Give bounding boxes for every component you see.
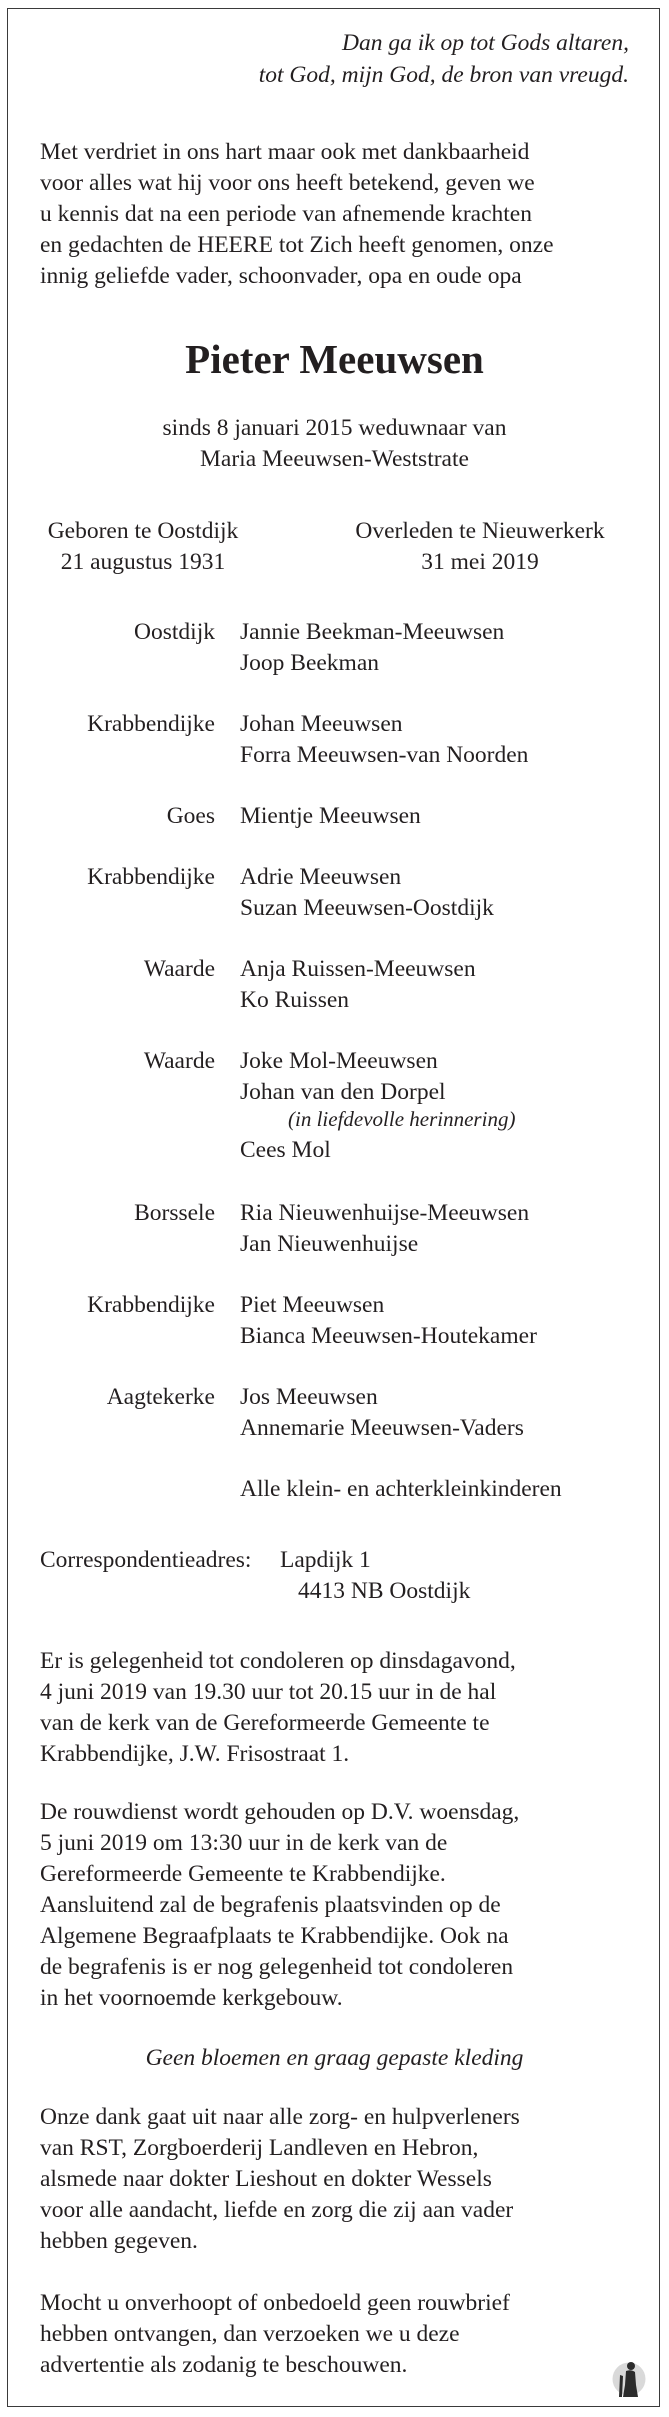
family-name: Ria Nieuwenhuijse-Meeuwsen [240, 1200, 530, 1226]
condolence-line-2: 4 juni 2019 van 19.30 uur tot 20.15 uur in de hal [40, 1679, 497, 1705]
service-line-5: Algemene Begraafplaats te Krabbendijke. Ook na [40, 1923, 509, 1949]
intro-line-3: u kennis dat na een periode van afnemende krachten [40, 201, 532, 227]
condolence-line-1: Er is gelegenheid tot condoleren op dinsdagavond, [40, 1648, 516, 1674]
service-line-3: Gereformeerde Gemeente te Krabbendijke. [40, 1861, 446, 1887]
family-name: Adrie Meeuwsen [240, 864, 402, 890]
service-line-6: de begrafenis is er nog gelegenheid tot condoleren [40, 1954, 514, 1980]
family-name: Piet Meeuwsen [240, 1292, 385, 1318]
thanks-line-2: van RST, Zorgboerderij Landleven en Hebron, [40, 2135, 479, 2161]
service-line-1: De rouwdienst wordt gehouden op D.V. woensdag, [40, 1799, 520, 1825]
widower-line-1: sinds 8 januari 2015 weduwnaar van [162, 415, 507, 441]
service-line-2: 5 juni 2019 om 13:30 uur in de kerk van de [40, 1830, 448, 1856]
family-name: Ko Ruissen [240, 987, 350, 1013]
intro-line-5: innig geliefde vader, schoonvader, opa en oude opa [40, 263, 522, 289]
flowers-note: Geen bloemen en graag gepaste kleding [145, 2045, 524, 2071]
family-name: Bianca Meeuwsen-Houtekamer [240, 1323, 537, 1349]
family-place: Krabbendijke [87, 711, 215, 737]
died-date: 31 mei 2019 [421, 549, 539, 575]
died-label: Overleden te Nieuwerkerk [355, 518, 605, 544]
family-name: Forra Meeuwsen-van Noorden [240, 742, 529, 768]
poem-line-1: Dan ga ik op tot Gods altaren, [342, 30, 629, 56]
family-name: Joop Beekman [240, 650, 380, 676]
family-name: Annemarie Meeuwsen-Vaders [240, 1415, 524, 1441]
condolence-line-4: Krabbendijke, J.W. Frisostraat 1. [40, 1741, 350, 1767]
family-name: Joke Mol-Meeuwsen [240, 1048, 438, 1074]
family-name: Johan van den Dorpel [240, 1079, 446, 1105]
family-name: Johan Meeuwsen [240, 711, 403, 737]
family-name: Suzan Meeuwsen-Oostdijk [240, 895, 494, 921]
correspondence-street: Lapdijk 1 [280, 1547, 371, 1573]
family-place: Krabbendijke [87, 864, 215, 890]
service-line-7: in het voornoemde kerkgebouw. [40, 1985, 343, 2011]
family-name: Anja Ruissen-Meeuwsen [240, 956, 476, 982]
notice-line-3: advertentie als zodanig te beschouwen. [40, 2352, 408, 2378]
family-name: Jos Meeuwsen [240, 1384, 378, 1410]
widower-line-2: Maria Meeuwsen-Weststrate [200, 446, 469, 472]
condolence-line-3: van de kerk van de Gereformeerde Gemeente te [40, 1710, 490, 1736]
thanks-line-3: alsmede naar dokter Lieshout en dokter Wessels [40, 2166, 492, 2192]
intro-line-1: Met verdriet in ons hart maar ook met dankbaarheid [40, 139, 530, 165]
mourning-figure-icon [612, 2355, 646, 2403]
family-place: Borssele [134, 1200, 215, 1226]
family-place: Oostdijk [134, 619, 215, 645]
correspondence-label: Correspondentieadres: [40, 1547, 252, 1573]
correspondence-city: 4413 NB Oostdijk [298, 1578, 471, 1604]
family-place: Krabbendijke [87, 1292, 215, 1318]
notice-line-1: Mocht u onverhoopt of onbedoeld geen rouwbrief [40, 2290, 510, 2316]
born-label: Geboren te Oostdijk [47, 518, 239, 544]
family-name: Mientje Meeuwsen [240, 803, 421, 829]
family-place: Aagtekerke [106, 1384, 215, 1410]
thanks-line-1: Onze dank gaat uit naar alle zorg- en hulpverleners [40, 2104, 520, 2130]
service-line-4: Aansluitend zal de begrafenis plaatsvinden op de [40, 1892, 501, 1918]
family-name: Cees Mol [240, 1137, 331, 1163]
thanks-line-4: voor alle aandacht, liefde en zorg die zij aan vader [40, 2197, 514, 2223]
intro-line-4: en gedachten de HEERE tot Zich heeft genomen, onze [40, 232, 554, 258]
born-date: 21 augustus 1931 [60, 549, 226, 575]
notice-line-2: hebben ontvangen, dan verzoeken we u deze [40, 2321, 460, 2347]
family-place: Waarde [143, 956, 215, 982]
thanks-line-5: hebben gegeven. [40, 2228, 198, 2254]
grandchildren: Alle klein- en achterkleinkinderen [240, 1476, 562, 1502]
family-name: Jannie Beekman-Meeuwsen [240, 619, 505, 645]
intro-line-2: voor alles wat hij voor ons heeft betekend, geven we [40, 170, 535, 196]
memory-note: (in liefdevolle herinnering) [288, 1107, 516, 1131]
deceased-name: Pieter Meeuwsen [185, 336, 484, 382]
family-place: Goes [166, 803, 215, 829]
family-place: Waarde [143, 1048, 215, 1074]
poem-line-2: tot God, mijn God, de bron van vreugd. [258, 62, 629, 88]
family-name: Jan Nieuwenhuijse [240, 1231, 419, 1257]
